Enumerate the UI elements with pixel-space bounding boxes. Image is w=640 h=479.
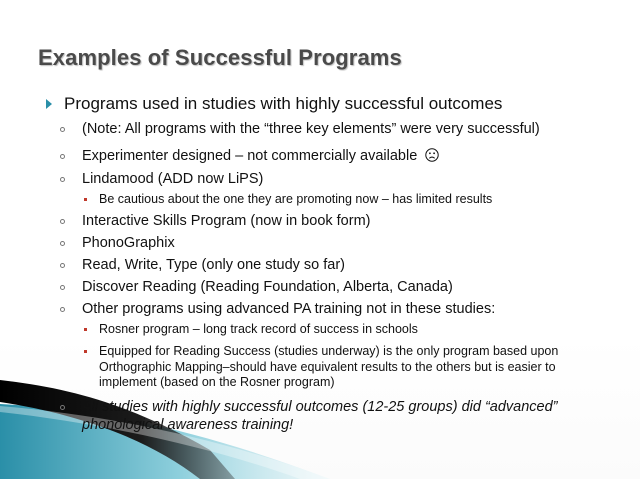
circle-bullet-icon	[60, 177, 65, 182]
list-item-text: All studies with highly successful outcomes (12-25 groups) did “advanced” phonological awareness training!	[82, 399, 558, 433]
slide-title: Examples of Successful Programs	[38, 45, 402, 70]
list-item-text: Discover Reading (Reading Foundation, Alberta, Canada)	[82, 279, 453, 295]
list-item-text: Other programs using advanced PA training not in these studies:	[82, 301, 496, 317]
list-item-text: Read, Write, Type (only one study so far)	[82, 257, 346, 273]
list-item-text: Experimenter designed – not commercially available	[82, 148, 418, 164]
circle-bullet-icon	[60, 405, 65, 410]
circle-bullet-icon	[60, 219, 65, 224]
sub-list-item-text: Rosner program – long track record of success in schools	[99, 322, 418, 336]
main-bullet-text: Programs used in studies with highly successful outcomes	[64, 94, 503, 113]
square-bullet-icon	[84, 350, 87, 353]
list-item-text: (Note: All programs with the “three key elements” were very successful)	[82, 121, 540, 137]
square-bullet-icon	[84, 198, 87, 201]
triangle-bullet-icon	[46, 99, 52, 109]
circle-bullet-icon	[60, 307, 65, 312]
circle-bullet-icon	[60, 127, 65, 132]
list-item-text: PhonoGraphix	[82, 235, 175, 251]
circle-bullet-icon	[60, 285, 65, 290]
frown-face-icon	[425, 148, 439, 162]
sub-list-item-text: Be cautious about the one they are promoting now – has limited results	[99, 192, 493, 206]
circle-bullet-icon	[60, 154, 65, 159]
list-item-text: Lindamood (ADD now LiPS)	[82, 171, 264, 187]
circle-bullet-icon	[60, 241, 65, 246]
list-item-text: Interactive Skills Program (now in book form)	[82, 213, 371, 229]
square-bullet-icon	[84, 328, 87, 331]
circle-bullet-icon	[60, 263, 65, 268]
sub-list-item-text: Equipped for Reading Success (studies underway) is the only program based upon Orthographic Mapping–should have equivalent results to the others but is easier to implement (based on the Rosner program)	[99, 344, 559, 389]
